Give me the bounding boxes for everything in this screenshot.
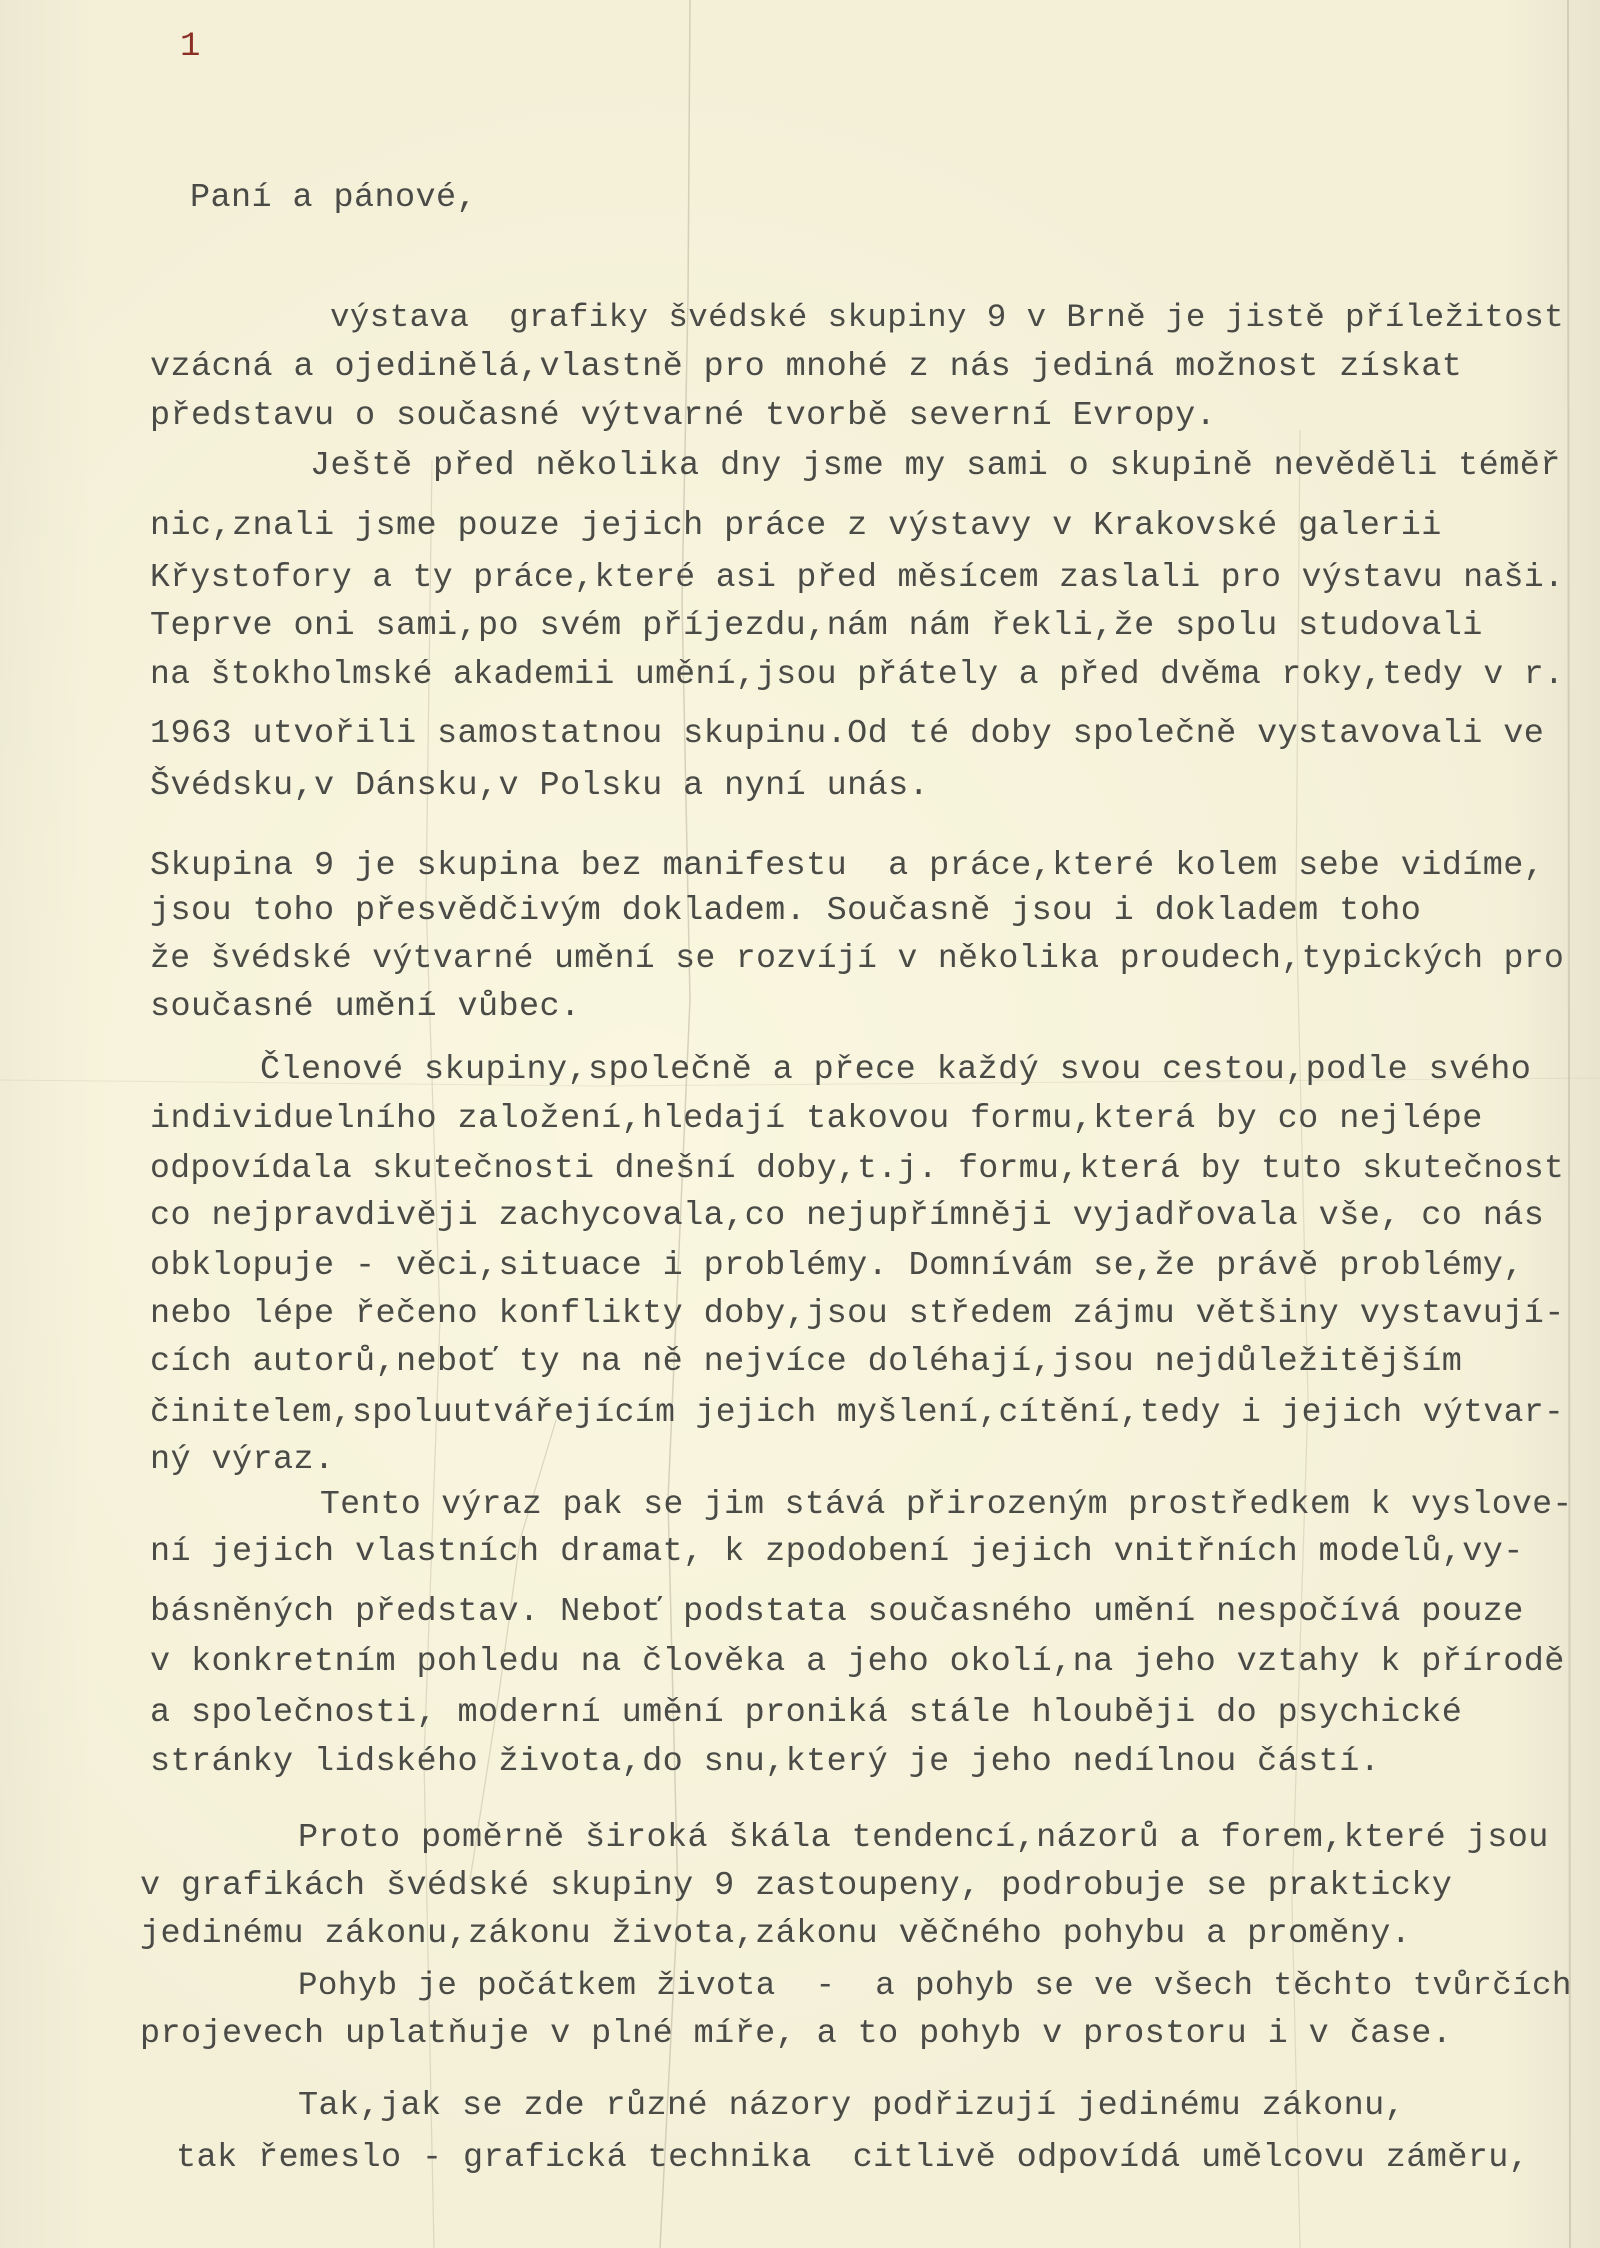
text-line: Členové skupiny,společně a přece každý svou cestou,podle svého [260, 1051, 1532, 1089]
text-line: na štokholmské akademii umění,jsou přátely a před dvěma roky,tedy v r. [150, 656, 1565, 693]
page-number-mark: 1 [180, 28, 201, 66]
text-line: jedinému zákonu,zákonu života,zákonu věčného pohybu a proměny. [140, 1915, 1412, 1953]
text-line: Švédsku,v Dánsku,v Polsku a nyní unás. [150, 767, 930, 805]
text-line: obklopuje - věci,situace i problémy. Domnívám se,že právě problémy, [150, 1247, 1524, 1285]
text-line: cích autorů,neboť ty na ně nejvíce doléhají,jsou nejdůležitějším [150, 1343, 1463, 1381]
text-line: Teprve oni sami,po svém příjezdu,nám nám řekli,že spolu studovali [150, 607, 1483, 645]
text-line: Ještě před několika dny jsme my sami o skupině nevěděli téměř [310, 447, 1561, 485]
text-line: Pohyb je počátkem života - a pohyb se ve všech těchto tvůrčích [298, 1967, 1572, 2004]
text-line: stránky lidského života,do snu,který je jeho nedílnou částí. [150, 1743, 1381, 1781]
text-line: 1963 utvořili samostatnou skupinu.Od té doby společně vystavovali ve [150, 715, 1545, 753]
text-line: současné umění vůbec. [150, 988, 581, 1026]
text-line: a společnosti, moderní umění proniká stále hlouběji do psychické [150, 1694, 1463, 1732]
text-line: Tento výraz pak se jim stává přirozeným prostředkem k vyslove- [320, 1486, 1573, 1523]
text-line: vzácná a ojedinělá,vlastně pro mnohé z nás jediná možnost získat [150, 348, 1463, 386]
text-line: představu o současné výtvarné tvorbě severní Evropy. [150, 397, 1217, 435]
text-line: nebo lépe řečeno konflikty doby,jsou středem zájmu většiny vystavují- [150, 1295, 1565, 1333]
text-line: tak řemeslo - grafická technika citlivě odpovídá umělcovu záměru, [176, 2139, 1530, 2177]
text-line: nic,znali jsme pouze jejich práce z výstavy v Krakovské galerii [150, 507, 1442, 545]
text-line: v grafikách švédské skupiny 9 zastoupeny, podrobuje se prakticky [140, 1867, 1453, 1905]
text-line: individuelního založení,hledají takovou formu,která by co nejlépe [150, 1100, 1483, 1138]
text-line: činitelem,spoluutvářejícím jejich myšlení,cítění,tedy i jejich výtvar- [150, 1394, 1565, 1431]
text-line: ný výraz. [150, 1441, 335, 1479]
text-line: v konkretním pohledu na člověka a jeho okolí,na jeho vztahy k přírodě [150, 1643, 1565, 1681]
text-line: Tak,jak se zde různé názory podřizují jedinému zákonu, [298, 2087, 1406, 2125]
text-line: básněných představ. Neboť podstata současného umění nespočívá pouze [150, 1593, 1524, 1631]
text-line: výstava grafiky švédské skupiny 9 v Brně je jistě příležitost [330, 299, 1564, 336]
text-line: ní jejich vlastních dramat, k zpodobení jejich vnitřních modelů,vy- [150, 1533, 1524, 1571]
text-line: že švédské výtvarné umění se rozvíjí v několika proudech,typických pro [150, 940, 1565, 977]
text-line: co nejpravdivěji zachycovala,co nejupřímněji vyjadřovala vše, co nás [150, 1197, 1545, 1235]
text-line: Proto poměrně široká škála tendencí,názorů a forem,které jsou [298, 1819, 1549, 1857]
text-line: Skupina 9 je skupina bez manifestu a práce,které kolem sebe vidíme, [150, 847, 1545, 885]
text-line: odpovídala skutečnosti dnešní doby,t.j. formu,která by tuto skutečnost [150, 1150, 1565, 1187]
salutation: Paní a pánové, [190, 179, 478, 217]
text-line: jsou toho přesvědčivým dokladem. Současně jsou i dokladem toho [150, 892, 1422, 930]
text-line: projevech uplatňuje v plné míře, a to pohyb v prostoru i v čase. [140, 2015, 1453, 2053]
text-line: Křystofory a ty práce,které asi před měsícem zaslali pro výstavu naši. [150, 559, 1565, 596]
